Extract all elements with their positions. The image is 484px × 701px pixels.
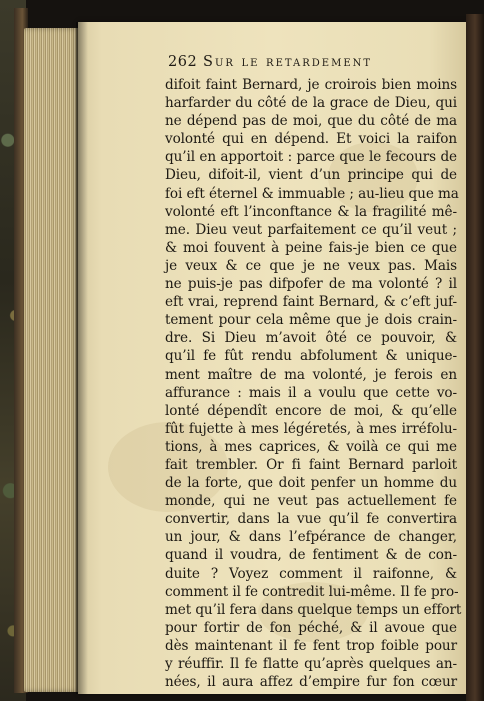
right-cover-edge [466, 14, 484, 701]
text-line: harfarder du côté de la grace de Dieu, qui [165, 95, 457, 112]
text-line: convertir, dans la vue qu’il fe convertira [165, 511, 457, 528]
text-line: qu’il en apportoit : parce que le fecours de [165, 149, 457, 166]
text-line: met qu’il fera dans quelque temps un effort [165, 601, 462, 618]
gutter-shadow [76, 22, 88, 694]
text-line: lonté dépendît encore de moi, & qu’elle [165, 402, 457, 419]
text-line: tions, à mes caprices, & voilà ce qui me [165, 438, 457, 455]
text-line: fait trembler. Or fi faint Bernard parloit [165, 456, 457, 473]
text-line: fût fujette à mes légéretés, à mes irréfolu- [165, 420, 457, 437]
text-line: quand il voudra, de fentiment & de con- [165, 547, 457, 564]
text-line: volonté qui en dépend. Et voici la raifon [165, 131, 457, 148]
body-text [165, 76, 462, 691]
text-line: y réuffir. Il fe flatte qu’après quelques an- [165, 656, 457, 672]
running-title-initial: S [203, 54, 215, 70]
text-line: ne dépend pas de moi, que du côté de ma [165, 113, 457, 130]
text-line: pour fortir de fon péché, & il avoue que [165, 619, 457, 636]
page-edges [24, 28, 80, 692]
text-line: de la forte, que doit penfer un homme du [165, 475, 457, 492]
text-line: monde, qui ne veut pas actuellement fe [165, 493, 457, 510]
text-line: eft vrai, reprend faint Bernard, & c’eft juf- [165, 294, 457, 311]
text-line: comment il fe contredit lui-même. Il fe pro- [165, 583, 459, 600]
text-line: ne puis-je pas difpofer de ma volonté ? il [165, 276, 457, 293]
running-title [203, 54, 372, 70]
text-line: dès maintenant il fe fent trop foible pour [165, 637, 457, 654]
text-line: dre. Si Dieu m’avoit ôté ce pouvoir, & [165, 330, 457, 347]
text-line: affurance : mais il a voulu que cette vo- [165, 384, 457, 401]
running-title-rest: ur le retardement [214, 54, 373, 70]
text-line: me. Dieu veut parfaitement ce qu’il veut ; [165, 221, 457, 238]
text-line: qu’il fe fût rendu abfolument & unique- [165, 348, 457, 365]
text-line: je veux & ce que je ne veux pas. Mais [165, 257, 457, 274]
text-line: ment maître de ma volonté, je ferois en [165, 366, 457, 383]
text-line: nées, il aura affez d’empire fur fon cœur [165, 674, 457, 691]
page-number: 262 [168, 54, 198, 70]
page-header [168, 54, 456, 74]
text-line: duite ? Voyez comment il raifonne, & [165, 565, 457, 582]
text-line: & moi fouvent à peine fais-je bien ce que [165, 239, 457, 256]
text-line: un jour, & dans l’efpérance de changer, [165, 529, 457, 546]
text-line: volonté eft l’inconftance & la fragilité mê- [165, 203, 457, 220]
text-line: difoit faint Bernard, je croirois bien moins [165, 77, 457, 93]
text-line: Dieu, difoit-il, vient d’un principe qui de [165, 167, 457, 184]
text-line: tement pour cela même que je dois crain- [165, 312, 457, 329]
text-line: foi eft éternel & immuable ; au-lieu que ma [165, 185, 459, 202]
